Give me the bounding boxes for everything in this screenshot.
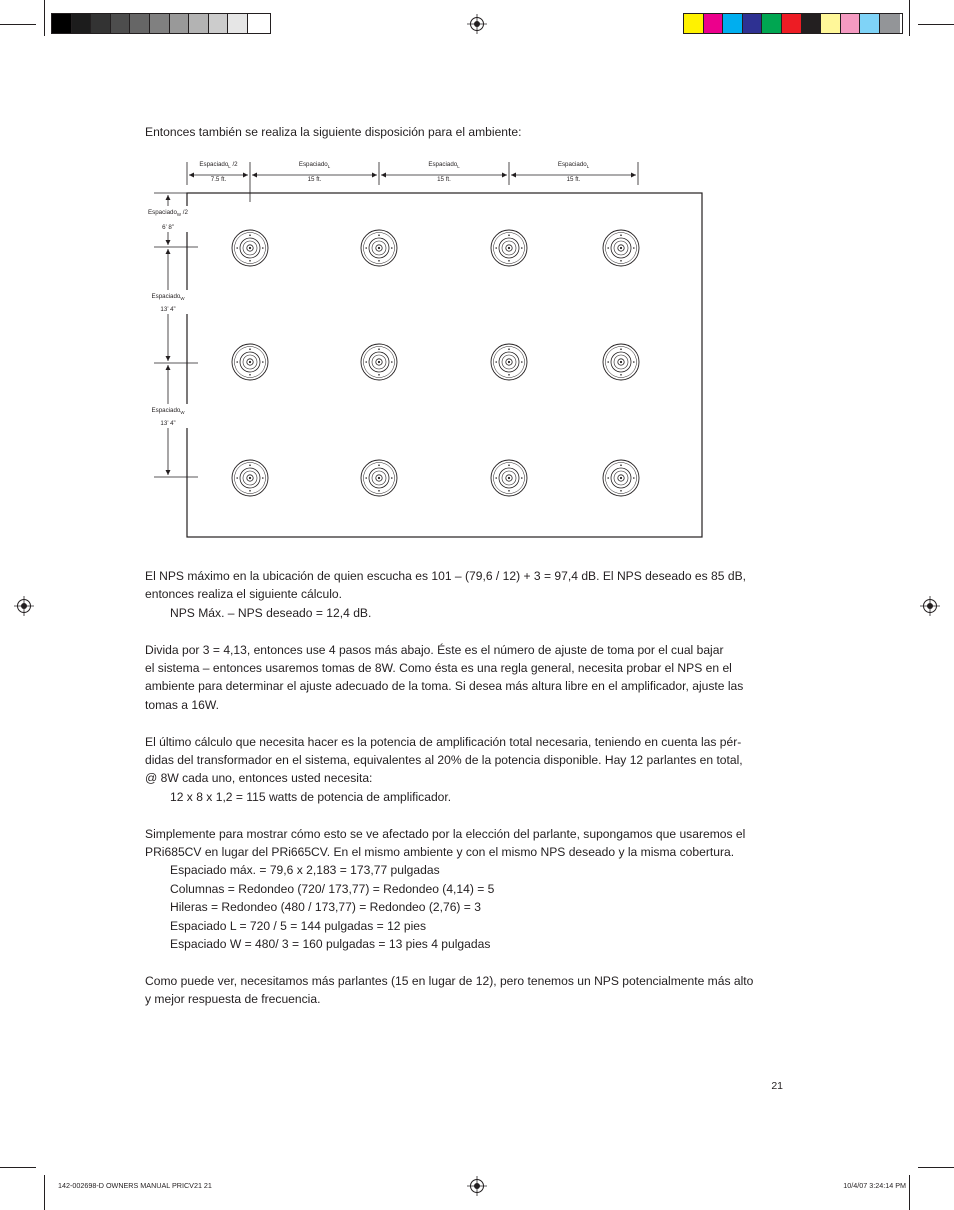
ceiling-speaker-icon (491, 460, 527, 496)
paragraph-line: El último cálculo que necesita hacer es la potencia de amplificación total necesaria, teniendo en cuenta las pér- (145, 734, 742, 749)
formula-line: Columnas = Redondeo (720/ 173,77) = Redondeo (4,14) = 5 (170, 881, 495, 896)
formula-line: Espaciado máx. = 79,6 x 2,183 = 173,77 pulgadas (170, 863, 440, 878)
formula-line: NPS Máx. – NPS deseado = 12,4 dB. (170, 605, 372, 620)
top-dimension-label: Espaciado$_L$ (557, 161, 590, 169)
room-outline (187, 193, 702, 537)
ceiling-speaker-icon (603, 344, 639, 380)
color-swatch (821, 14, 841, 33)
formula-line: Espaciado L = 720 / 5 = 144 pulgadas = 12 pies (170, 918, 427, 933)
top-dimension-value: 7.5 ft. (210, 176, 227, 183)
arrowhead (166, 195, 171, 200)
gray-swatch (228, 14, 248, 33)
arrowhead (243, 173, 248, 178)
arrowhead (166, 356, 171, 361)
arrowhead (189, 173, 194, 178)
paragraph-line: Como puede ver, necesitamos más parlantes (15 en lugar de 12), pero tenemos un NPS potencialmente más alto (145, 973, 754, 988)
color-swatch (704, 14, 724, 33)
paragraph-line: PRi685CV en lugar del PRi665CV. En el mismo ambiente y con el mismo NPS deseado y la misma cobertura. (145, 845, 735, 860)
ceiling-speaker-icon (361, 344, 397, 380)
print-slug-right: 10/4/07 3:24:14 PM (843, 1181, 906, 1190)
arrowhead (502, 173, 507, 178)
side-dimension-value: 13’ 4” (160, 306, 176, 313)
top-dimension-value: 15 ft. (566, 176, 581, 183)
color-swatch (743, 14, 763, 33)
color-swatch (684, 14, 704, 33)
top-dimension-value: 15 ft. (437, 176, 451, 183)
body-text (145, 567, 790, 1009)
arrowhead (511, 173, 516, 178)
top-dimension-label: Espaciado$_L$ (428, 161, 460, 169)
paragraph-line: ambiente para determinar el ajuste adecuado de la toma. Si desea más altura libre en el amplificador, ajuste las (145, 679, 744, 694)
arrowhead (372, 173, 377, 178)
side-dimension-value: 6’ 8” (162, 224, 174, 231)
registration-mark-left (14, 596, 34, 616)
paragraph-line: y mejor respuesta de frecuencia. (145, 992, 321, 1007)
ceiling-speaker-icon (603, 230, 639, 266)
paragraph-line: @ 8W cada uno, entonces usted necesita: (145, 771, 373, 786)
paragraph-line: entonces realiza el siguiente cálculo. (145, 587, 342, 602)
paragraph-line: El NPS máximo en la ubicación de quien escucha es 101 – (79,6 / 12) + 3 = 97,4 dB. El NPS deseado es 85 dB, (145, 569, 747, 583)
color-swatch (860, 14, 880, 33)
paragraph-line: el sistema – entonces usaremos tomas de 8W. Como ésta es una regla general, necesita probar el NPS en el (145, 661, 732, 676)
ceiling-speaker-icon (361, 230, 397, 266)
registration-mark-bottom (467, 1176, 487, 1196)
top-dimension-label: Espaciado$_L$ /2 (199, 161, 238, 169)
registration-mark-right (920, 596, 940, 616)
color-swatch (802, 14, 822, 33)
ceiling-speaker-icon (491, 230, 527, 266)
gray-swatch (72, 14, 92, 33)
side-dimension-value: 13’ 4” (160, 420, 176, 427)
arrowhead (166, 249, 171, 254)
paragraph-line: tomas a 16W. (145, 697, 219, 712)
gray-swatch (130, 14, 150, 33)
arrowhead (381, 173, 386, 178)
gray-swatch (248, 14, 268, 33)
paragraph-line: didas del transformador en el sistema, equivalentes al 20% de la potencia disponible. Hay 12 parlantes en total, (145, 753, 743, 768)
gray-swatch (150, 14, 170, 33)
color-swatch (841, 14, 861, 33)
arrowhead (631, 173, 636, 178)
speaker-layout-diagram (140, 150, 710, 545)
registration-mark-top (467, 14, 487, 34)
formula-line: Hileras = Redondeo (480 / 173,77) = Redondeo (2,76) = 3 (170, 900, 481, 915)
arrowhead (166, 240, 171, 245)
arrowhead (166, 470, 171, 475)
gray-swatch (170, 14, 190, 33)
gray-swatch (111, 14, 131, 33)
process-color-bar (683, 13, 903, 34)
ceiling-speaker-icon (232, 230, 268, 266)
gray-swatch (189, 14, 209, 33)
ceiling-speaker-icon (232, 344, 268, 380)
paragraph-line: Divida por 3 = 4,13, entonces use 4 pasos más abajo. Éste es el número de ajuste de toma por el cual bajar (145, 642, 724, 657)
intro-text: Entonces también se realiza la siguiente disposición para el ambiente: (145, 125, 522, 139)
gray-swatch (91, 14, 111, 33)
arrowhead (252, 173, 257, 178)
print-slug-left: 142-002698-D OWNERS MANUAL PRICV21 21 (58, 1181, 212, 1190)
paragraph-line: Simplemente para mostrar cómo esto se ve afectado por la elección del parlante, supongamos que usaremos el (145, 826, 746, 841)
formula-line: 12 x 8 x 1,2 = 115 watts de potencia de amplificador. (170, 789, 452, 804)
side-dimension-label: Espaciado$_W$ (151, 293, 185, 301)
ceiling-speaker-icon (491, 344, 527, 380)
ceiling-speaker-icon (603, 460, 639, 496)
color-swatch (723, 14, 743, 33)
top-dimension-label: Espaciado$_L$ (298, 161, 331, 169)
formula-line: Espaciado W = 480/ 3 = 160 pulgadas = 13 pies 4 pulgadas (170, 937, 491, 952)
gray-swatch (52, 14, 72, 33)
color-swatch (880, 14, 900, 33)
side-dimension-label: Espaciado$_W$ /2 (148, 209, 188, 217)
grayscale-color-bar (51, 13, 271, 34)
ceiling-speaker-icon (361, 460, 397, 496)
page-number: 21 (771, 1080, 783, 1092)
color-swatch (762, 14, 782, 33)
gray-swatch (209, 14, 229, 33)
top-dimension-value: 15 ft. (307, 176, 322, 183)
color-swatch (782, 14, 802, 33)
arrowhead (166, 365, 171, 370)
ceiling-speaker-icon (232, 460, 268, 496)
side-dimension-label: Espaciado$_W$ (151, 407, 185, 415)
